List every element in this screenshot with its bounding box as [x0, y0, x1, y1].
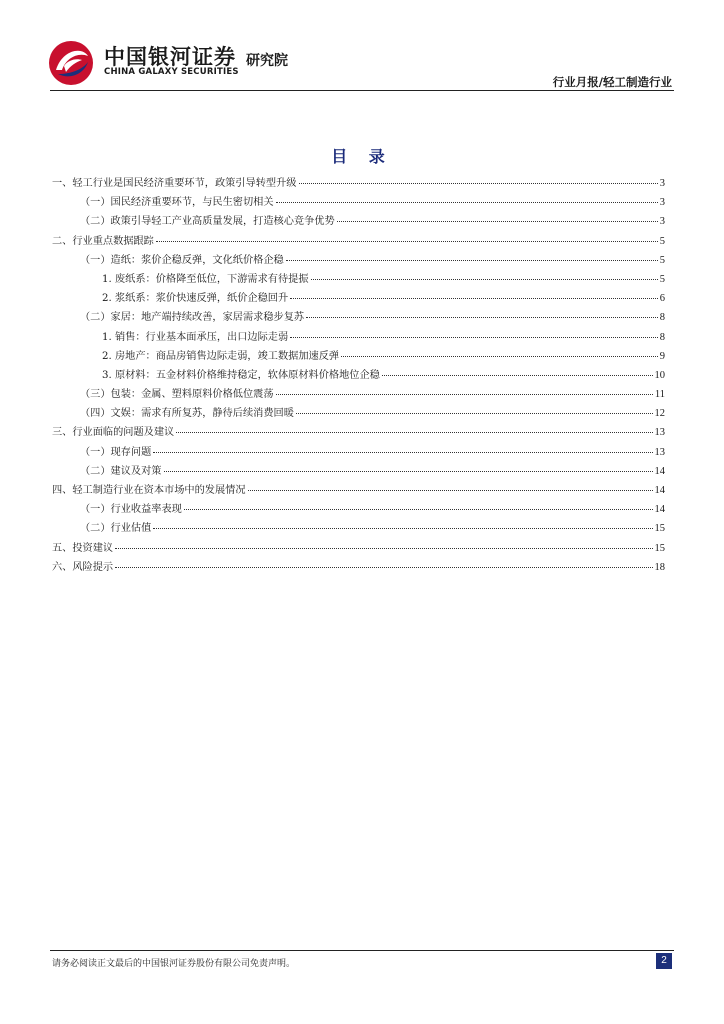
- toc-entry[interactable]: [52, 423, 665, 442]
- toc-entry-label: 一、轻工行业是国民经济重要环节，政策引导转型升级: [52, 178, 297, 189]
- toc-leader-dots: [115, 548, 652, 549]
- toc-entry-label: （一）造纸：浆价企稳反弹，文化纸价格企稳: [80, 254, 284, 266]
- toc-entry-page: 11: [654, 389, 665, 401]
- header-divider: [50, 90, 674, 91]
- toc-entry-page: 13: [654, 427, 665, 439]
- toc-entry-page: 14: [654, 504, 665, 516]
- toc-leader-dots: [286, 260, 658, 261]
- toc-entry[interactable]: [52, 308, 665, 327]
- logo-institute-name: 研究院: [246, 53, 288, 69]
- toc-entry-label: （二）行业估值: [80, 523, 152, 535]
- toc-entry-label: （三）包装：金属、塑料原料价格低位震荡: [80, 389, 274, 401]
- toc-entry-label: 五、投资建议: [52, 542, 114, 554]
- table-of-contents: [52, 174, 665, 577]
- footer-disclaimer: 请务必阅读正文最后的中国银河证券股份有限公司免责声明。: [52, 959, 296, 969]
- toc-entry-label: 1. 销售：行业基本面承压，出口边际走弱: [102, 331, 289, 343]
- toc-entry[interactable]: [52, 500, 665, 519]
- toc-leader-dots: [276, 202, 658, 203]
- toc-leader-dots: [115, 567, 652, 568]
- galaxy-logo-icon: [48, 40, 94, 86]
- toc-leader-dots: [248, 490, 653, 491]
- toc-entry-page: 3: [659, 178, 665, 189]
- toc-entry-page: 8: [659, 312, 665, 324]
- toc-entry[interactable]: [52, 347, 665, 366]
- toc-entry[interactable]: [52, 232, 665, 251]
- toc-entry[interactable]: [52, 212, 665, 231]
- toc-entry-label: 三、行业面临的问题及建议: [52, 427, 175, 439]
- toc-entry-page: 5: [659, 273, 665, 285]
- toc-entry[interactable]: [52, 251, 665, 270]
- toc-entry-page: 5: [659, 235, 665, 247]
- toc-entry-label: 二、行业重点数据跟踪: [52, 235, 154, 247]
- logo-company-name: 中国银河证券: [104, 45, 236, 69]
- page-header: [0, 0, 724, 92]
- toc-entry[interactable]: [52, 366, 665, 385]
- toc-entry-page: 13: [654, 446, 665, 458]
- toc-leader-dots: [337, 221, 658, 222]
- toc-entry-label: （二）建议及对策: [80, 465, 162, 477]
- toc-entry-label: （一）现存问题: [80, 446, 152, 458]
- toc-entry-label: （四）文娱：需求有所复苏，静待后续消费回暖: [80, 408, 294, 420]
- toc-entry[interactable]: [52, 519, 665, 538]
- toc-leader-dots: [184, 509, 653, 510]
- toc-leader-dots: [290, 337, 658, 338]
- toc-leader-dots: [176, 432, 652, 433]
- toc-title: 目 录: [331, 147, 393, 166]
- toc-entry-page: 3: [659, 197, 665, 209]
- toc-entry-page: 9: [659, 350, 665, 362]
- toc-entry-label: （一）国民经济重要环节，与民生密切相关: [80, 197, 274, 209]
- toc-leader-dots: [296, 413, 653, 414]
- toc-leader-dots: [341, 356, 658, 357]
- toc-leader-dots: [306, 317, 658, 318]
- toc-leader-dots: [153, 528, 652, 529]
- toc-leader-dots: [276, 394, 653, 395]
- toc-leader-dots: [311, 279, 658, 280]
- toc-entry-page: 6: [659, 293, 665, 305]
- toc-leader-dots: [299, 183, 658, 184]
- toc-entry-page: 8: [659, 331, 665, 343]
- footer-divider: [50, 950, 674, 951]
- toc-entry[interactable]: [52, 539, 665, 558]
- report-type: 行业月报/轻工制造行业: [552, 75, 672, 89]
- toc-leader-dots: [156, 241, 658, 242]
- logo-english-name: CHINA GALAXY SECURITIES: [104, 67, 239, 77]
- toc-entry[interactable]: [52, 174, 665, 193]
- toc-entry[interactable]: [52, 443, 665, 462]
- toc-entry-page: 14: [654, 465, 665, 477]
- toc-entry[interactable]: [52, 462, 665, 481]
- toc-entry[interactable]: [52, 481, 665, 500]
- toc-leader-dots: [290, 298, 658, 299]
- toc-entry-label: （二）家居：地产端持续改善，家居需求稳步复苏: [80, 312, 305, 324]
- toc-entry-page: 14: [654, 485, 665, 496]
- page-number: 2: [656, 953, 672, 969]
- toc-entry-label: 2. 浆纸系：浆价快速反弹，纸价企稳回升: [102, 293, 289, 305]
- toc-entry[interactable]: [52, 328, 665, 347]
- toc-entry-page: 15: [654, 542, 665, 554]
- toc-entry[interactable]: [52, 404, 665, 423]
- toc-entry-label: （二）政策引导轻工产业高质量发展，打造核心竞争优势: [80, 216, 335, 228]
- toc-entry-page: 3: [659, 216, 665, 228]
- toc-leader-dots: [382, 375, 653, 376]
- toc-leader-dots: [164, 471, 653, 472]
- toc-leader-dots: [153, 452, 652, 453]
- toc-entry-label: 1. 废纸系：价格降至低位，下游需求有待提振: [102, 273, 309, 285]
- toc-entry[interactable]: [52, 193, 665, 212]
- toc-entry-page: 10: [654, 369, 665, 381]
- toc-entry-page: 12: [654, 408, 665, 420]
- toc-entry[interactable]: [52, 385, 665, 404]
- toc-entry-label: 2. 房地产：商品房销售边际走弱，竣工数据加速反弹: [102, 350, 340, 362]
- toc-entry-label: 六、风险提示: [52, 561, 114, 573]
- toc-entry-label: 3. 原材料：五金材料价格维持稳定，软体原材料价格地位企稳: [102, 369, 380, 381]
- toc-entry-page: 15: [654, 523, 665, 535]
- toc-entry-label: （一）行业收益率表现: [80, 504, 182, 516]
- toc-entry[interactable]: [52, 289, 665, 308]
- toc-entry[interactable]: [52, 558, 665, 577]
- toc-entry-label: 四、轻工制造行业在资本市场中的发展情况: [52, 485, 246, 496]
- toc-entry-page: 18: [654, 561, 665, 573]
- toc-entry-page: 5: [659, 254, 665, 266]
- toc-entry[interactable]: [52, 270, 665, 289]
